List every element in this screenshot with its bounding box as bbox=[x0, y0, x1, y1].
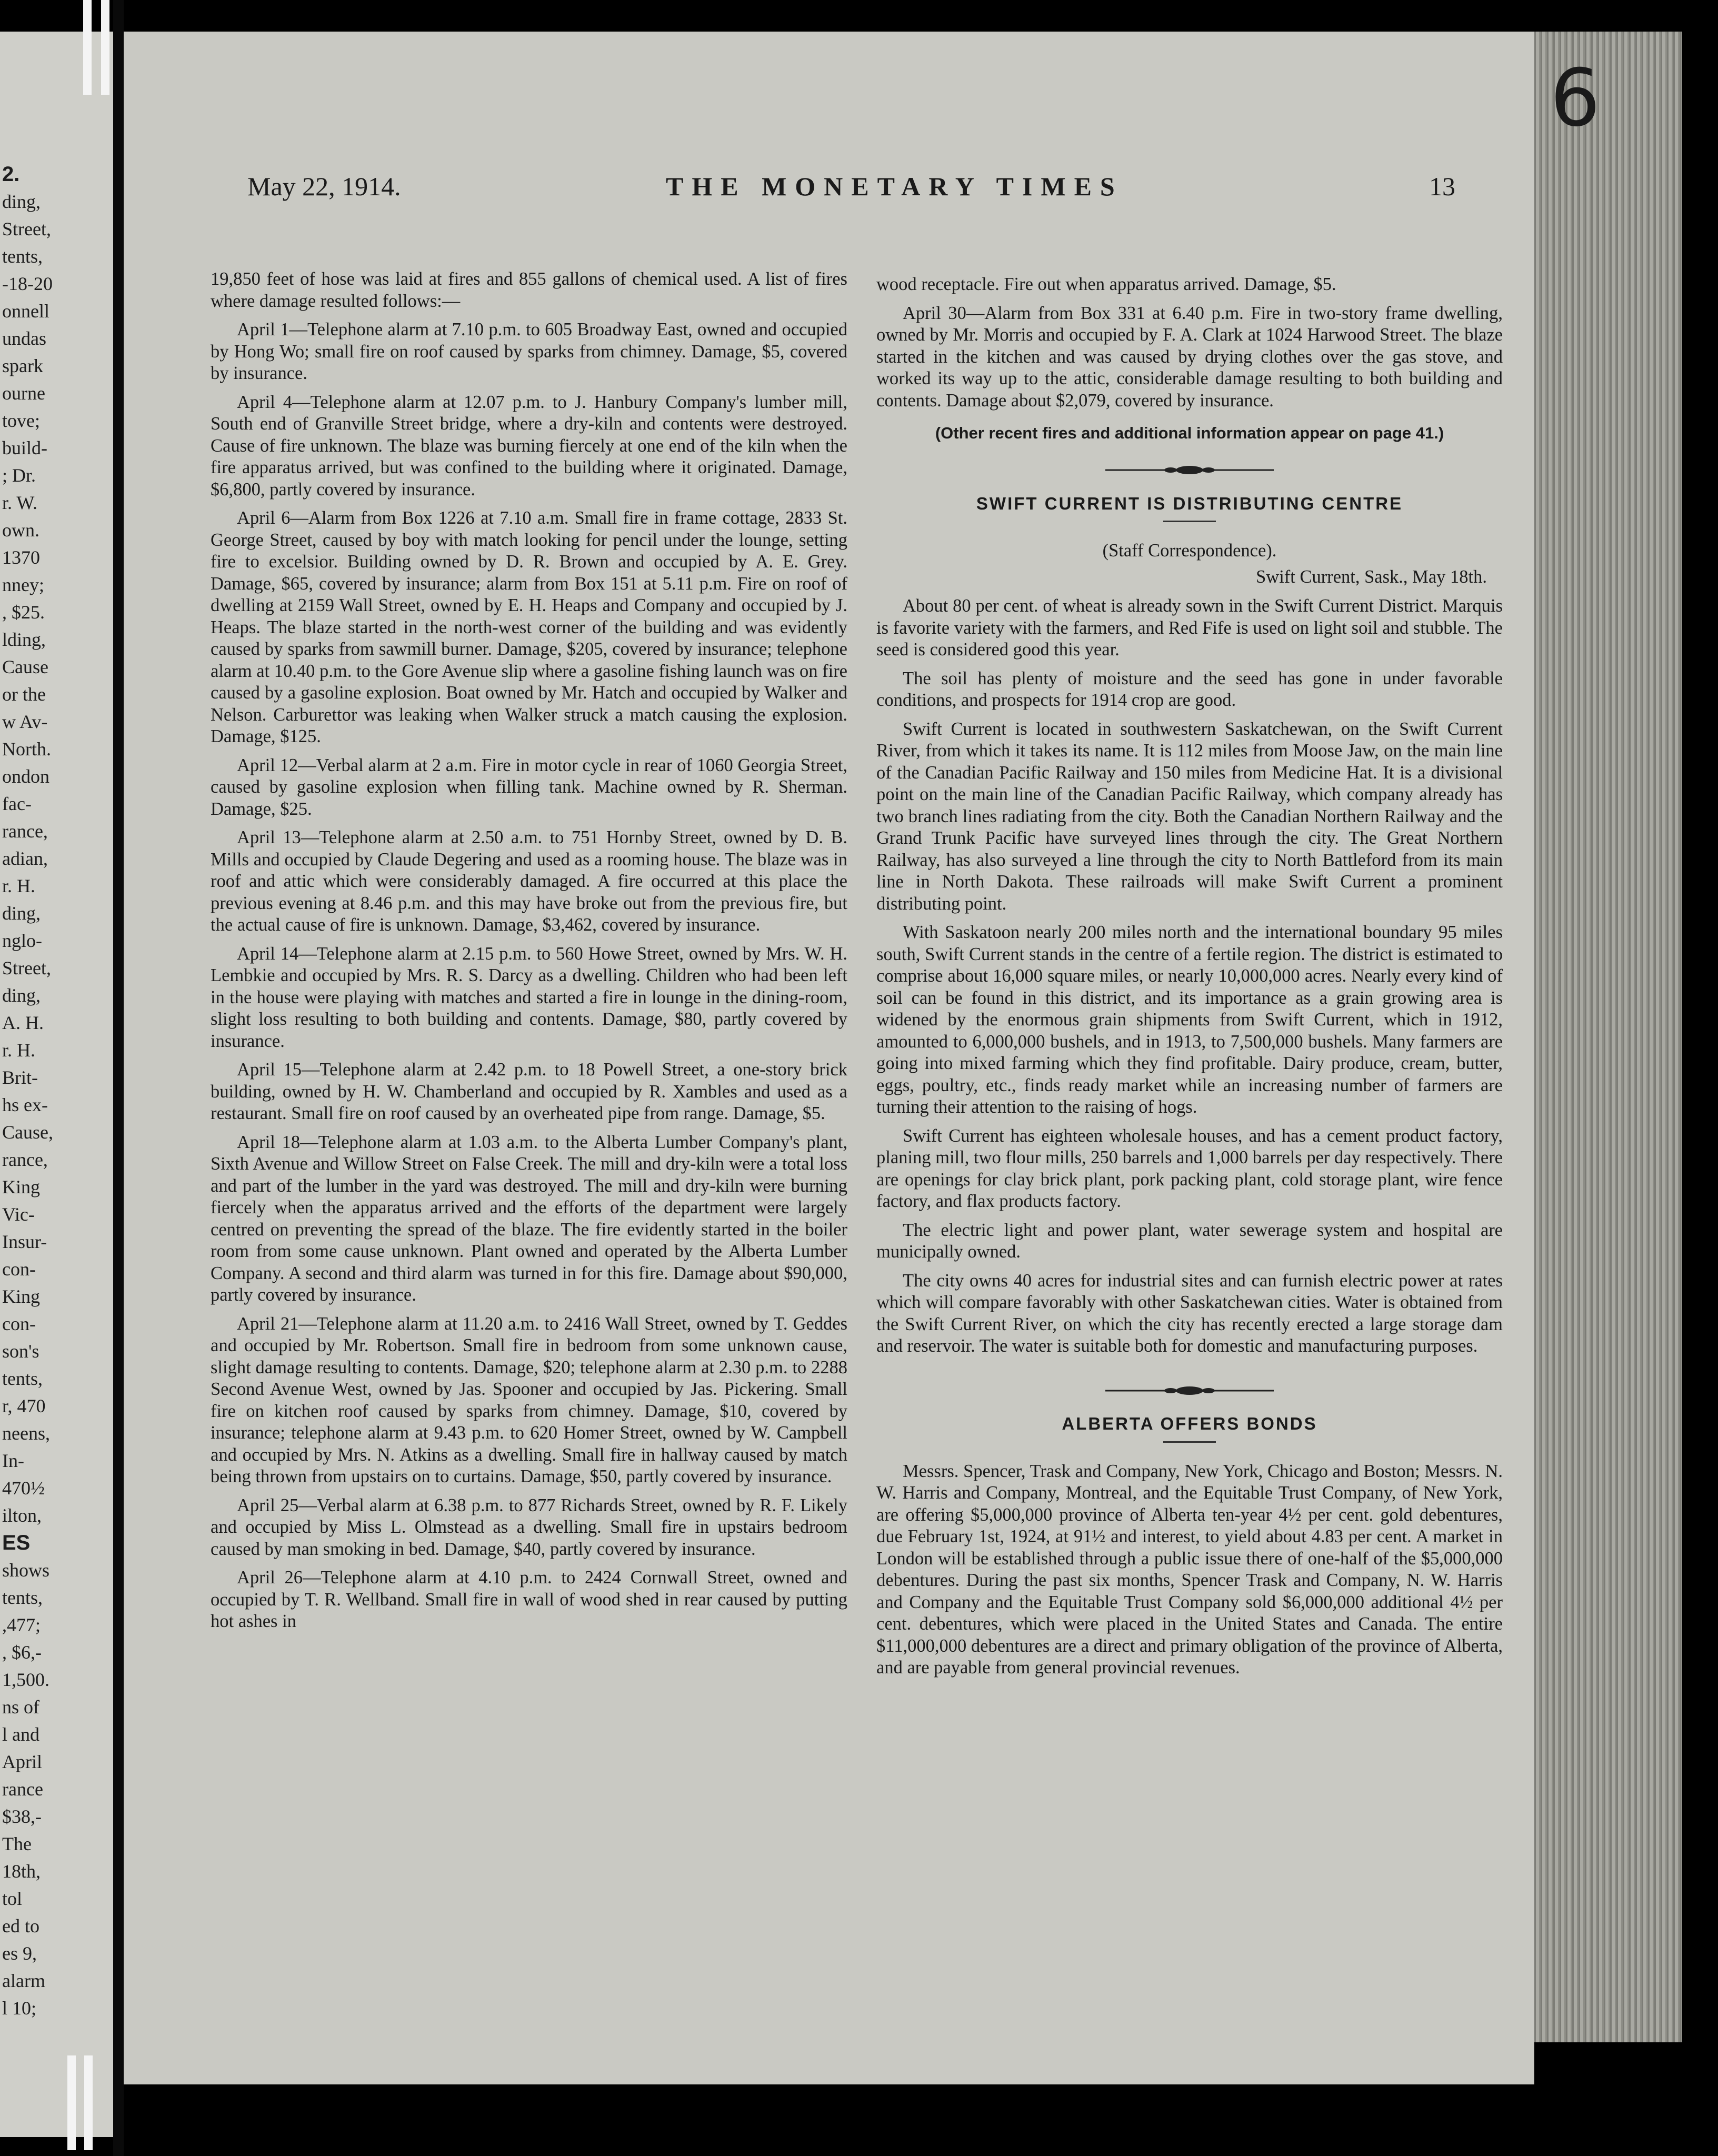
facing-page-text-fragment: tents, bbox=[2, 1587, 43, 1608]
fire-report: April 15—Telephone alarm at 2.42 p.m. to 18 Powell Street, a one-story brick building, owned by H. W. Chamberland and occupied by R. Xambles and used as a restaurant. Small fire on roof caused by an overheated pipe from range. Damage, $5. bbox=[211, 1060, 847, 1123]
article-paragraph: The electric light and power plant, water sewerage system and hospital are municipally owned. bbox=[876, 1220, 1503, 1262]
facing-page-text-fragment: tents, bbox=[2, 1368, 43, 1389]
facing-page-text-fragment: Street, bbox=[2, 957, 51, 979]
facing-page-text-fragment: ,477; bbox=[2, 1614, 41, 1635]
facing-page-text-fragment: 1370 bbox=[2, 547, 40, 568]
facing-page-text-fragment: w Av- bbox=[2, 711, 48, 732]
facing-page-text-fragment: rance bbox=[2, 1779, 43, 1800]
article-paragraph: The city owns 40 acres for industrial sites and can furnish electric power at rates which will compare favorably with other Saskatchewan cities. Water is obtained from the Swift Current River, on which the city has recently erected a large storage dam and reservoir. The water is suitable both for domestic and manufacturing purposes. bbox=[876, 1270, 1503, 1356]
facing-page-text-fragment: Cause, bbox=[2, 1122, 53, 1143]
facing-page-text-fragment: , $25. bbox=[2, 602, 45, 623]
film-marker bbox=[83, 0, 92, 95]
column-left bbox=[211, 268, 847, 1640]
facing-page-text-fragment: shows bbox=[2, 1560, 50, 1581]
ornament-icon bbox=[1105, 464, 1274, 476]
article-paragraph: About 80 per cent. of wheat is already sown in the Swift Current District. Marquis is favorite variety with the farmers, and Red Fife is used on light soil and stubble. The seed is considered good this year. bbox=[876, 596, 1503, 660]
facing-page-text-fragment: 18th, bbox=[2, 1861, 41, 1882]
fire-report: April 6—Alarm from Box 1226 at 7.10 a.m. Small fire in frame cottage, 2833 St. George Street, caused by boy with match looking for pencil under the lounge, setting fire to excelsior. Building owned by D. R. Brown and occupied by A. E. Grey. Damage, $65, covered by insurance; alarm from Box 151 at 5.11 p.m. Fire on roof of dwelling at 2159 Wall Street, owned by E. H. Heaps and Company and occupied by J. Heaps. The blaze started in the north-west corner of the building and was evidently caused by sparks from sawmill burner. Damage, $205, covered by insurance; telephone alarm at 10.40 p.m. to the Gore Avenue slip where a gasoline fishing launch was on fire caused by a gasoline explosion. Boat owned by Mr. Hatch and occupied by Walker and Nelson. Carburettor was leaking when Walker struck a match causing the explosion. Damage, $125. bbox=[211, 508, 847, 746]
book-gutter bbox=[113, 0, 124, 2156]
column-right bbox=[876, 274, 1503, 1686]
facing-page-text-fragment: rance, bbox=[2, 821, 48, 842]
film-marker bbox=[67, 2055, 76, 2150]
facing-page-text-fragment: con- bbox=[2, 1259, 36, 1280]
facing-page-text-fragment: nney; bbox=[2, 574, 44, 595]
fire-report: April 4—Telephone alarm at 12.07 p.m. to J. Hanbury Company's lumber mill, South end of Granville Street bridge, where a dry-kiln and contents were destroyed. Cause of fire unknown. The blaze was burning fiercely at one end of the kiln when the fire apparatus arrived, but was confined to the building where it originated. Damage, $6,800, partly covered by insurance. bbox=[211, 392, 847, 500]
dateline: Swift Current, Sask., May 18th. bbox=[1256, 566, 1487, 587]
facing-page-text-fragment: es 9, bbox=[2, 1943, 37, 1964]
facing-page-text-fragment: ondon bbox=[2, 766, 49, 787]
heading-rule bbox=[1163, 1441, 1216, 1443]
byline: (Staff Correspondence). bbox=[1102, 541, 1277, 561]
fire-report: April 13—Telephone alarm at 2.50 a.m. to 751 Hornby Street, owned by D. B. Mills and occupied by Claude Degering and used as a rooming house. The blaze was in roof and attic which were considerably damaged. A fire occurred at this place the previous evening at 8.46 p.m. and this may have broke out from the previous fire, but the actual cause of fire is unknown. Damage, $3,462, covered by insurance. bbox=[211, 827, 847, 935]
facing-page-text-fragment: nglo- bbox=[2, 930, 42, 951]
facing-page-text-fragment: ES bbox=[2, 1531, 31, 1554]
facing-page-text-fragment: ; Dr. bbox=[2, 465, 36, 486]
cross-reference-note: (Other recent fires and additional information appear on page 41.) bbox=[935, 424, 1444, 442]
facing-page-text-fragment: ding, bbox=[2, 985, 41, 1006]
facing-page-text-fragment: ding, bbox=[2, 191, 41, 212]
facing-page-text-fragment: The bbox=[2, 1833, 32, 1854]
facing-page-text-fragment: lding, bbox=[2, 629, 46, 650]
facing-page-text-fragment: neens, bbox=[2, 1423, 50, 1444]
fire-report: April 26—Telephone alarm at 4.10 p.m. to 2424 Cornwall Street, owned and occupied by T. R. Wellband. Small fire in wall of wood shed in rear caused by putting hot ashes in bbox=[211, 1568, 847, 1631]
facing-page-text-fragment: tove; bbox=[2, 410, 40, 431]
facing-page-text-fragment: King bbox=[2, 1176, 40, 1197]
facing-page-text-fragment: 1,500. bbox=[2, 1669, 49, 1690]
facing-page-text-fragment: Street, bbox=[2, 218, 51, 239]
paragraph: wood receptacle. Fire out when apparatus arrived. Damage, $5. bbox=[876, 274, 1336, 294]
facing-page-text-fragment: undas bbox=[2, 328, 46, 349]
facing-page-text-fragment: r. H. bbox=[2, 875, 35, 896]
article-paragraph: The soil has plenty of moisture and the seed has gone in under favorable conditions, and prospects for 1914 crop are good. bbox=[876, 668, 1503, 710]
facing-page-text-fragment: or the bbox=[2, 684, 46, 705]
fire-report: April 14—Telephone alarm at 2.15 p.m. to 560 Howe Street, owned by Mrs. W. H. Lembkie and occupied by Mrs. R. S. Darcy as a dwelling. Children who had been left in the house were playing with matches and started a fire in lounge in the dining-room, slight loss resulting to both building and contents. Damage, $80, partly covered by insurance. bbox=[211, 943, 847, 1051]
facing-page-text-fragment: ed to bbox=[2, 1915, 39, 1937]
facing-page-text-fragment: onnell bbox=[2, 301, 49, 322]
ornament-divider bbox=[876, 460, 1503, 482]
ornament-icon bbox=[1105, 1384, 1274, 1397]
fire-report: April 1—Telephone alarm at 7.10 p.m. to 605 Broadway East, owned and occupied by Hong Wo; small fire on roof caused by sparks from chimney. Damage, $5, covered by insurance. bbox=[211, 320, 847, 383]
facing-page-text-fragment: Cause bbox=[2, 656, 48, 677]
facing-page-text-fragment: Brit- bbox=[2, 1067, 38, 1088]
facing-page-text-fragment: A. H. bbox=[2, 1012, 44, 1033]
facing-page-text-fragment: -18-20 bbox=[2, 273, 53, 294]
facing-page-text-fragment: ns of bbox=[2, 1696, 39, 1718]
facing-page-text-fragment: tol bbox=[2, 1888, 23, 1909]
facing-page-text-fragment: North. bbox=[2, 738, 51, 760]
fire-report: April 18—Telephone alarm at 1.03 a.m. to the Alberta Lumber Company's plant, Sixth Avenue and Willow Street on False Creek. The mill and dry-kiln were a total loss and part of the lumber in the yard was destroyed. The mill and dry-kiln were burning fiercely when the apparatus arrived and the efforts of the department were largely centred on preventing the spread of the blaze. The fire evidently started in the boiler room from some cause unknown. Plant owned and operated by the Alberta Lumber Company. A second and third alarm was turned in for this fire. Damage about $90,000, partly covered by insurance. bbox=[211, 1132, 847, 1305]
facing-page-text-fragment: con- bbox=[2, 1313, 36, 1334]
facing-page-text-fragment: King bbox=[2, 1286, 40, 1307]
article-paragraph: With Saskatoon nearly 200 miles north and the international boundary 95 miles south, Swift Current stands in the centre of a fertile region. The district is estimated to comprise about 16,000 square miles, or nearly 10,000,000 acres. Nearly every kind of soil can be found in this district, and its importance as a grain growing area is widened by the enormous grain shipments from Swift Current, which in 1912, amounted to 6,000,000 bushels, and in 1913, to 7,500,000 bushels. Many farmers are going into mixed farming which they find profitable. Dairy produce, cream, butter, eggs, poultry, etc., finds ready market while an increasing number of farmers are turning their attention to the raising of hogs. bbox=[876, 922, 1503, 1117]
film-marker bbox=[84, 2055, 93, 2150]
facing-page-text-fragment: r. W. bbox=[2, 492, 38, 513]
facing-page-text-fragment: April bbox=[2, 1751, 42, 1772]
article-heading: SWIFT CURRENT IS DISTRIBUTING CENTRE bbox=[976, 493, 1403, 513]
issue-date: May 22, 1914. bbox=[247, 172, 401, 201]
facing-page-text-fragment: own. bbox=[2, 520, 39, 541]
facing-page-text-fragment: ding, bbox=[2, 903, 41, 924]
facing-page-text-fragment: 2. bbox=[2, 163, 20, 186]
facing-page-text-fragment: spark bbox=[2, 355, 43, 376]
facing-page-text-fragment: Vic- bbox=[2, 1204, 35, 1225]
fire-report: April 25—Verbal alarm at 6.38 p.m. to 877 Richards Street, owned by R. F. Likely and occupied by Miss L. Olmstead as a dwelling. Small fire in upstairs bedroom caused by man smoking in bed. Damage, $40, partly covered by insurance. bbox=[211, 1495, 847, 1559]
handwritten-page-number: 6 bbox=[1550, 53, 1601, 144]
facing-page-text-fragment: ourne bbox=[2, 383, 45, 404]
facing-page-text-fragment: hs ex- bbox=[2, 1094, 48, 1115]
facing-page-text-fragment: $38,- bbox=[2, 1806, 42, 1827]
ornament-divider bbox=[876, 1381, 1503, 1403]
facing-page-text-fragment: r, 470 bbox=[2, 1395, 46, 1416]
facing-page-text-fragment: Insur- bbox=[2, 1231, 47, 1252]
page-edges bbox=[1534, 32, 1682, 2042]
fire-report: April 12—Verbal alarm at 2 a.m. Fire in motor cycle in rear of 1060 Georgia Street, caused by gasoline explosion when filling tank. Machine owned by R. Sherman. Damage, $25. bbox=[211, 755, 847, 819]
fire-report: April 21—Telephone alarm at 11.20 a.m. to 2416 Wall Street, owned by T. Geddes and occupied by Mr. Robertson. Small fire in bedroom from some unknown cause, slight damage resulting to contents. Damage, $20; telephone alarm at 2.30 p.m. to 2288 Second Avenue West, owned by Jas. Spooner and occupied by Jas. Pickering. Small fire on kitchen roof caused by sparks from chimney. Damage, $10, covered by insurance; telephone alarm at 9.43 p.m. to 620 Homer Street, owned by W. Campbell and occupied by Mrs. N. Atkins as a dwelling. Small fire in hallway caused by match being thrown from upstairs on to curtains. Damage, $50, partly covered by insurance. bbox=[211, 1313, 847, 1486]
facing-page-text-fragment: build- bbox=[2, 437, 47, 458]
facing-page-fragment bbox=[0, 32, 113, 2137]
film-marker bbox=[101, 0, 109, 95]
article-paragraph: Swift Current is located in southwestern Saskatchewan, on the Swift Current River, from which it takes its name. It is 112 miles from Moose Jaw, on the main line of the Canadian Pacific Railway and 150 miles from Medicine Hat. It is a divisional point on the main line of the Canadian Pacific Railway, which company already has two branch lines radiating from the city. Both the Canadian Northern Railway and the Grand Trunk Pacific have surveyed lines through the city. The Great Northern Railway, has also surveyed a line through the city to North Battleford from its main line in North Dakota. These railroads will make Swift Current a prominent distributing point. bbox=[876, 718, 1503, 914]
heading-rule bbox=[1163, 521, 1216, 522]
facing-page-text-fragment: r. H. bbox=[2, 1040, 35, 1061]
facing-page-text-fragment: rance, bbox=[2, 1149, 48, 1170]
fire-report: April 30—Alarm from Box 331 at 6.40 p.m. Fire in two-story frame dwelling, owned by Mr. Morris and occupied by F. A. Clark at 1024 Harwood Street. The blaze started in the kitchen and was caused by drying clothes over the gas stove, and worked its way up to the attic, considerable damage resulting to both building and contents. Damage about $2,079, covered by insurance. bbox=[876, 303, 1503, 411]
page-number: 13 bbox=[1429, 172, 1455, 201]
facing-page-text-fragment: l 10; bbox=[2, 1998, 37, 2019]
facing-page-text-fragment: ilton, bbox=[2, 1505, 42, 1526]
article-paragraph: Swift Current has eighteen wholesale houses, and has a cement product factory, planing mill, two flour mills, 250 barrels and 1,000 barrels per day respectively. There are openings for clay brick plant, pork packing plant, cold storage plant, wire fence factory, and flax products factory. bbox=[876, 1125, 1503, 1211]
facing-page-text-fragment: son's bbox=[2, 1341, 39, 1362]
facing-page-text-fragment: alarm bbox=[2, 1970, 45, 1991]
facing-page-text-fragment: l and bbox=[2, 1724, 39, 1745]
article-paragraph: Messrs. Spencer, Trask and Company, New York, Chicago and Boston; Messrs. N. W. Harris and Company, Montreal, and the Equitable Trust Company, of New York, are offering $5,000,000 province of Alberta ten-year 4½ per cent. gold debentures, due February 1st, 1924, at 91½ and interest, to yield about 4.83 per cent. A market in London will be established through a public issue there of one-half of the $5,000,000 debentures. During the past six months, Spencer Trask and Company, N. W. Harris and Company and the Equitable Trust Company sold $6,000,000 additional 4½ per cent. debentures, which were placed in the United States and Canada. The entire $11,000,000 debentures are a direct and primary obligation of the province of Alberta, and are payable from general provincial revenues. bbox=[876, 1461, 1503, 1678]
facing-page-text-fragment: adian, bbox=[2, 848, 48, 869]
paragraph: 19,850 feet of hose was laid at fires and 855 gallons of chemical used. A list of fires where damage resulted follows:— bbox=[211, 269, 847, 311]
facing-page-text-fragment: fac- bbox=[2, 793, 32, 814]
facing-page-text-fragment: , $6,- bbox=[2, 1642, 42, 1663]
article-heading: ALBERTA OFFERS BONDS bbox=[1062, 1414, 1317, 1433]
publication-title: THE MONETARY TIMES bbox=[666, 172, 1123, 201]
facing-page-text-fragment: In- bbox=[2, 1450, 24, 1471]
journal-page bbox=[124, 32, 1601, 2084]
facing-page-text-fragment: 470½ bbox=[2, 1478, 45, 1499]
facing-page-text-fragment: tents, bbox=[2, 246, 43, 267]
